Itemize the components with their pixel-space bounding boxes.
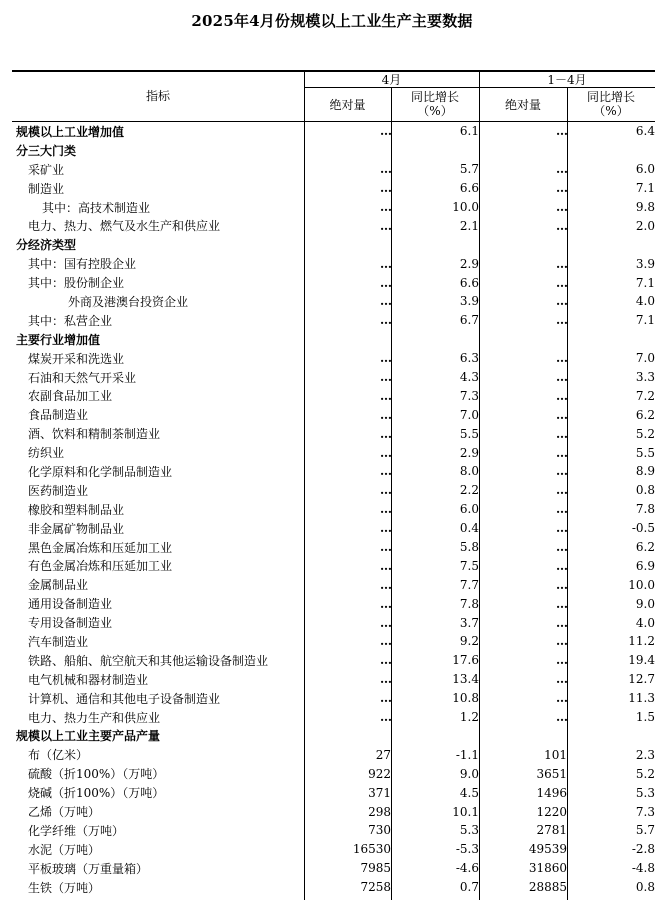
ytd-absolute: … [556, 577, 567, 592]
ytd-yoy: 2.3 [635, 747, 655, 762]
month-yoy: 6.7 [459, 313, 479, 328]
ytd-absolute: … [556, 558, 567, 573]
month-yoy: 8.0 [459, 464, 479, 479]
ytd-absolute: 101 [544, 747, 567, 762]
header-period-month: 4月 [381, 73, 402, 87]
table-row [12, 160, 655, 179]
month-absolute: … [380, 672, 391, 687]
month-yoy: 17.6 [452, 653, 479, 668]
row-label: 外商及港澳台投资企业 [68, 294, 189, 309]
month-absolute: 371 [368, 785, 391, 800]
row-label: 电力、热力、燃气及水生产和供应业 [28, 219, 221, 234]
row-label: 计算机、通信和其他电子设备制造业 [28, 691, 221, 706]
ytd-absolute: … [556, 615, 567, 630]
ytd-absolute [479, 141, 567, 160]
table-row [12, 462, 655, 481]
ytd-absolute: … [556, 710, 567, 725]
month-absolute: … [380, 615, 391, 630]
ytd-yoy: 6.2 [635, 540, 655, 555]
month-yoy: 10.8 [452, 691, 479, 706]
table-row [12, 292, 655, 311]
table-row [12, 878, 655, 897]
row-label: 乙烯（万吨） [28, 805, 101, 819]
month-yoy: 6.3 [459, 351, 479, 366]
month-yoy: 3.7 [459, 615, 479, 630]
table-row [12, 179, 655, 198]
table-row [12, 235, 655, 254]
month-absolute: … [380, 275, 391, 290]
month-absolute: 7258 [360, 880, 391, 895]
ytd-absolute: … [556, 426, 567, 441]
table-row [12, 859, 655, 878]
month-absolute: … [380, 558, 391, 573]
month-absolute: … [380, 162, 391, 177]
ytd-yoy: 7.8 [635, 502, 655, 517]
ytd-absolute: … [556, 445, 567, 460]
ytd-yoy: 0.8 [635, 483, 655, 498]
row-label: 采矿业 [28, 162, 65, 177]
table-row [12, 670, 655, 689]
month-absolute: … [380, 426, 391, 441]
ytd-absolute: … [556, 388, 567, 403]
month-absolute: … [380, 691, 391, 706]
ytd-yoy: 3.3 [635, 370, 655, 385]
month-yoy: 5.7 [459, 162, 479, 177]
row-label: 布（亿米） [28, 748, 89, 763]
month-absolute: … [380, 577, 391, 592]
month-absolute: … [380, 502, 391, 517]
month-yoy: 6.6 [459, 275, 479, 290]
ytd-absolute: … [556, 634, 567, 649]
row-label: 电力、热力生产和供应业 [28, 710, 161, 725]
row-label: 其中：股份制企业 [28, 276, 125, 291]
ytd-yoy: 6.2 [635, 407, 655, 422]
row-label: 专用设备制造业 [28, 616, 113, 631]
table-row [12, 443, 655, 462]
month-yoy: 7.8 [459, 596, 479, 611]
row-label: 规模以上工业主要产品产量 [16, 729, 161, 744]
ytd-absolute: … [556, 162, 567, 177]
ytd-yoy: 11.3 [628, 691, 655, 706]
month-absolute: 730 [368, 823, 391, 838]
row-label: 食品制造业 [28, 408, 89, 423]
table-row [12, 708, 655, 727]
month-yoy: 7.7 [459, 577, 479, 592]
month-absolute: … [380, 200, 391, 214]
month-absolute: … [380, 596, 391, 611]
table-row [12, 632, 655, 651]
month-absolute: … [380, 540, 391, 555]
row-label: 电气机械和器材制造业 [28, 672, 149, 687]
month-yoy: 1.2 [459, 710, 479, 725]
table-row [12, 500, 655, 519]
ytd-yoy: 5.5 [635, 445, 655, 460]
ytd-yoy: 3.9 [635, 256, 655, 271]
month-absolute: … [380, 710, 391, 725]
month-absolute: … [380, 351, 391, 366]
table-body [12, 122, 655, 897]
table-row [12, 764, 655, 783]
ytd-yoy: 6.0 [635, 162, 655, 177]
row-label: 煤炭开采和洗选业 [28, 351, 125, 366]
ytd-yoy: 7.1 [635, 275, 655, 290]
month-absolute: … [380, 370, 391, 385]
table-row [12, 311, 655, 330]
month-absolute: … [380, 445, 391, 460]
ytd-yoy: 1.5 [635, 710, 655, 725]
ytd-absolute: … [556, 294, 567, 309]
row-label: 分三大门类 [16, 143, 77, 158]
ytd-absolute: … [556, 181, 567, 196]
row-label: 有色金属冶炼和压延加工业 [28, 559, 173, 574]
row-label: 主要行业增加值 [16, 332, 101, 347]
month-yoy: 4.3 [459, 370, 479, 385]
month-absolute: … [380, 124, 391, 139]
ytd-absolute: 3651 [536, 766, 567, 781]
month-yoy: 10.0 [452, 200, 479, 214]
row-label: 制造业 [28, 181, 65, 196]
row-label: 铁路、船舶、航空航天和其他运输设备制造业 [28, 653, 269, 668]
row-label: 非金属矿物制品业 [28, 521, 125, 536]
table-row [12, 273, 655, 292]
ytd-yoy: 5.7 [635, 823, 655, 838]
ytd-yoy: 7.1 [635, 313, 655, 328]
header-month-yoy [391, 90, 479, 118]
header-yoy-line2: （%） [417, 104, 453, 118]
row-label: 其中：高技术制造业 [42, 200, 151, 215]
table-row [12, 840, 655, 859]
month-absolute [304, 727, 391, 746]
ytd-yoy: 5.3 [635, 785, 655, 800]
row-label: 烧碱（折100%）（万吨） [28, 786, 165, 801]
ytd-absolute: 31860 [528, 861, 567, 876]
ytd-absolute [479, 235, 567, 254]
month-absolute: 7985 [360, 861, 391, 876]
month-absolute: 16530 [352, 842, 391, 857]
table-row [12, 122, 655, 141]
table-row [12, 651, 655, 670]
month-yoy: 3.9 [459, 294, 479, 309]
month-absolute: … [380, 218, 391, 233]
table-row [12, 594, 655, 613]
month-yoy: 4.5 [459, 785, 479, 800]
row-label: 医药制造业 [28, 483, 89, 498]
header-ytd-yoy [567, 90, 655, 118]
row-label: 化学纤维（万吨） [28, 823, 125, 838]
month-absolute: … [380, 483, 391, 498]
ytd-yoy: 19.4 [628, 653, 655, 668]
table-top-rule [12, 70, 655, 72]
row-label: 生铁（万吨） [28, 880, 101, 895]
ytd-yoy: -2.8 [631, 842, 655, 857]
ytd-absolute: … [556, 351, 567, 366]
page-title: 2025年4月份规模以上工业生产主要数据 [191, 12, 473, 30]
ytd-absolute: … [556, 370, 567, 385]
row-label: 其中：私营企业 [28, 313, 113, 328]
table-row [12, 613, 655, 632]
month-yoy: 7.5 [459, 558, 479, 573]
month-absolute: … [380, 313, 391, 328]
ytd-absolute: … [556, 256, 567, 271]
ytd-yoy: 9.8 [635, 200, 655, 214]
month-yoy: 6.1 [459, 124, 479, 139]
row-label: 化学原料和化学制品制造业 [28, 464, 173, 479]
month-yoy [391, 330, 479, 349]
header-ytd-absolute: 绝对量 [504, 98, 541, 112]
month-absolute [304, 330, 391, 349]
month-absolute: … [380, 407, 391, 422]
ytd-absolute: … [556, 313, 567, 328]
ytd-absolute: … [556, 483, 567, 498]
month-yoy: 9.0 [459, 766, 479, 781]
ytd-yoy: -0.5 [631, 521, 655, 536]
ytd-yoy: 6.9 [635, 558, 655, 573]
header-month-absolute: 绝对量 [329, 98, 366, 112]
row-label: 平板玻璃（万重量箱） [28, 861, 149, 876]
row-label: 酒、饮料和精制茶制造业 [28, 427, 161, 442]
ytd-absolute [479, 727, 567, 746]
ytd-yoy: 8.9 [635, 464, 655, 479]
ytd-yoy: 2.0 [635, 218, 655, 233]
table-row [12, 424, 655, 443]
table-row [12, 821, 655, 840]
ytd-yoy: 12.7 [628, 672, 655, 687]
table-row [12, 519, 655, 538]
ytd-yoy: 7.3 [635, 804, 655, 819]
month-absolute: 298 [368, 804, 391, 819]
ytd-absolute: … [556, 540, 567, 555]
ytd-absolute: 1220 [536, 804, 567, 819]
month-absolute: … [380, 388, 391, 403]
month-yoy: 7.3 [459, 388, 479, 403]
ytd-absolute [479, 330, 567, 349]
month-absolute: … [380, 653, 391, 668]
month-yoy: 0.4 [459, 521, 479, 536]
table-row [12, 198, 655, 217]
month-yoy: -5.3 [455, 842, 479, 857]
month-yoy: 10.1 [452, 804, 479, 819]
row-label: 硫酸（折100%）（万吨） [28, 767, 165, 782]
ytd-yoy: 6.4 [635, 124, 655, 139]
ytd-yoy [567, 727, 655, 746]
data-table [12, 122, 655, 897]
table-row [12, 556, 655, 575]
row-label: 金属制品业 [28, 578, 89, 593]
table-row [12, 802, 655, 821]
month-absolute [304, 141, 391, 160]
month-yoy: 2.9 [459, 445, 479, 460]
table-row [12, 745, 655, 764]
month-yoy: 9.2 [459, 634, 479, 649]
ytd-absolute: … [556, 521, 567, 536]
month-yoy: 2.9 [459, 256, 479, 271]
ytd-absolute: 49539 [528, 842, 567, 857]
ytd-yoy: 7.2 [635, 388, 655, 403]
ytd-yoy: -4.8 [631, 861, 655, 876]
month-absolute: … [380, 521, 391, 536]
ytd-absolute: … [556, 691, 567, 706]
row-label: 其中：国有控股企业 [28, 257, 137, 272]
row-label: 水泥（万吨） [28, 842, 101, 857]
table-row [12, 330, 655, 349]
month-absolute: … [380, 181, 391, 196]
ytd-absolute: … [556, 124, 567, 139]
month-absolute: … [380, 294, 391, 309]
ytd-yoy: 7.0 [635, 351, 655, 366]
ytd-yoy: 5.2 [635, 426, 655, 441]
month-yoy [391, 727, 479, 746]
ytd-yoy: 0.8 [635, 880, 655, 895]
row-label: 纺织业 [28, 446, 65, 461]
header-yoy-line1: 同比增长 [410, 90, 459, 104]
ytd-absolute: … [556, 407, 567, 422]
month-yoy: 0.7 [459, 880, 479, 895]
row-label: 黑色金属冶炼和压延加工业 [28, 540, 173, 555]
table-row [12, 405, 655, 424]
ytd-yoy: 4.0 [635, 615, 655, 630]
row-label: 石油和天然气开采业 [28, 370, 137, 385]
ytd-yoy [567, 235, 655, 254]
row-label: 农副食品加工业 [28, 389, 113, 404]
ytd-absolute: … [556, 653, 567, 668]
header-period-ytd: 1－4月 [547, 73, 587, 87]
ytd-yoy: 7.1 [635, 181, 655, 196]
month-absolute: 27 [375, 747, 391, 762]
month-yoy: 7.0 [459, 407, 479, 422]
month-yoy: 5.5 [459, 426, 479, 441]
month-absolute: … [380, 634, 391, 649]
row-label: 通用设备制造业 [28, 597, 113, 612]
month-absolute: … [380, 256, 391, 271]
table-row [12, 386, 655, 405]
table-row [12, 349, 655, 368]
month-yoy: -4.6 [455, 861, 479, 876]
month-yoy: 5.3 [459, 823, 479, 838]
month-yoy: 6.0 [459, 502, 479, 517]
month-yoy: 2.2 [459, 483, 479, 498]
header-yoy-line1: 同比增长 [586, 90, 635, 104]
ytd-yoy [567, 330, 655, 349]
ytd-yoy [567, 141, 655, 160]
table-row [12, 689, 655, 708]
month-yoy: -1.1 [455, 747, 479, 762]
table-row [12, 727, 655, 746]
table-row [12, 783, 655, 802]
ytd-yoy: 5.2 [635, 766, 655, 781]
ytd-yoy: 4.0 [635, 294, 655, 309]
ytd-yoy: 11.2 [628, 634, 655, 649]
table-row [12, 141, 655, 160]
month-absolute [304, 235, 391, 254]
table-row [12, 538, 655, 557]
row-label: 分经济类型 [16, 238, 77, 253]
ytd-yoy: 9.0 [635, 596, 655, 611]
table-row [12, 575, 655, 594]
ytd-absolute: 28885 [528, 880, 567, 895]
ytd-absolute: 1496 [536, 785, 567, 800]
ytd-absolute: … [556, 502, 567, 517]
header-yoy-line2: （%） [593, 104, 629, 118]
table-row [12, 254, 655, 273]
table-row [12, 368, 655, 387]
month-yoy [391, 141, 479, 160]
ytd-absolute: … [556, 218, 567, 233]
month-yoy [391, 235, 479, 254]
row-label: 汽车制造业 [28, 634, 89, 649]
table-row [12, 481, 655, 500]
ytd-absolute: … [556, 672, 567, 687]
ytd-absolute: … [556, 275, 567, 290]
ytd-absolute: … [556, 464, 567, 479]
ytd-yoy: 10.0 [628, 577, 655, 592]
month-absolute: 922 [368, 766, 391, 781]
row-label: 橡胶和塑料制品业 [28, 502, 125, 517]
ytd-absolute: … [556, 596, 567, 611]
month-yoy: 6.6 [459, 181, 479, 196]
month-yoy: 5.8 [459, 540, 479, 555]
ytd-absolute: … [556, 200, 567, 214]
row-label: 规模以上工业增加值 [16, 124, 125, 139]
table-row [12, 216, 655, 235]
header-indicator: 指标 [145, 89, 170, 103]
month-yoy: 2.1 [459, 218, 479, 233]
ytd-absolute: 2781 [536, 823, 567, 838]
month-absolute: … [380, 464, 391, 479]
month-yoy: 13.4 [452, 672, 479, 687]
